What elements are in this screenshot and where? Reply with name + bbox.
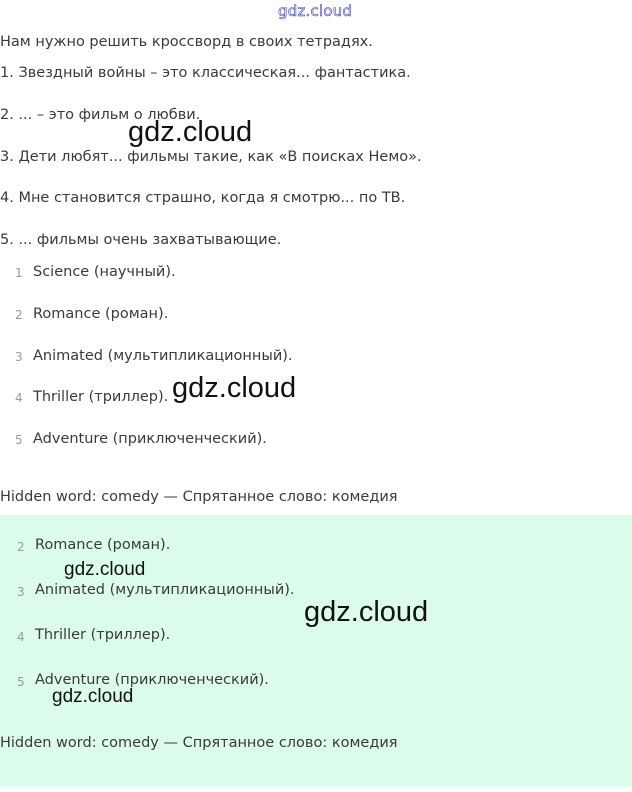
highlight-hidden-word: Hidden word: comedy — Спрятанное слово: комедия [0,735,398,751]
option-number: 2 [15,308,23,322]
question-5: 5. ... фильмы очень захватывающие. [0,232,282,248]
option-thriller: Thriller (триллер). [33,389,169,405]
watermark: gdz.cloud [304,596,429,628]
option-romance: Romance (роман). [33,306,169,322]
highlight-option-animated: Animated (мультипликационный). [35,582,295,598]
highlight-option-romance: Romance (роман). [35,537,171,553]
option-number: 2 [17,540,25,554]
option-number: 4 [17,630,25,644]
watermark: gdz.cloud [52,686,134,707]
highlight-option-adventure: Adventure (приключенческий). [35,672,269,688]
option-adventure: Adventure (приключенческий). [33,431,267,447]
watermark: gdz.cloud [172,372,297,404]
watermark: gdz.cloud [64,559,146,580]
watermark: gdz.cloud [128,116,253,148]
highlight-option-thriller: Thriller (триллер). [35,627,171,643]
option-number: 5 [15,433,23,447]
intro-text: Нам нужно решить кроссворд в своих тетрадях. [0,34,373,50]
option-number: 3 [15,350,23,364]
option-number: 3 [17,585,25,599]
option-animated: Animated (мультипликационный). [33,348,293,364]
question-3: 3. Дети любят... фильмы такие, как «В поисках Немо». [0,149,422,165]
option-number: 1 [15,266,23,280]
question-4: 4. Мне становится страшно, когда я смотрю... по ТВ. [0,190,406,206]
question-2: 2. ... – это фильм о любви. [0,107,201,123]
question-1: 1. Звездный войны – это классическая... фантастика. [0,65,411,81]
hidden-word: Hidden word: comedy — Спрятанное слово: комедия [0,489,398,505]
option-number: 4 [15,391,23,405]
option-number: 5 [17,675,25,689]
site-watermark-top: gdz.cloud [278,2,353,20]
option-science: Science (научный). [33,264,176,280]
